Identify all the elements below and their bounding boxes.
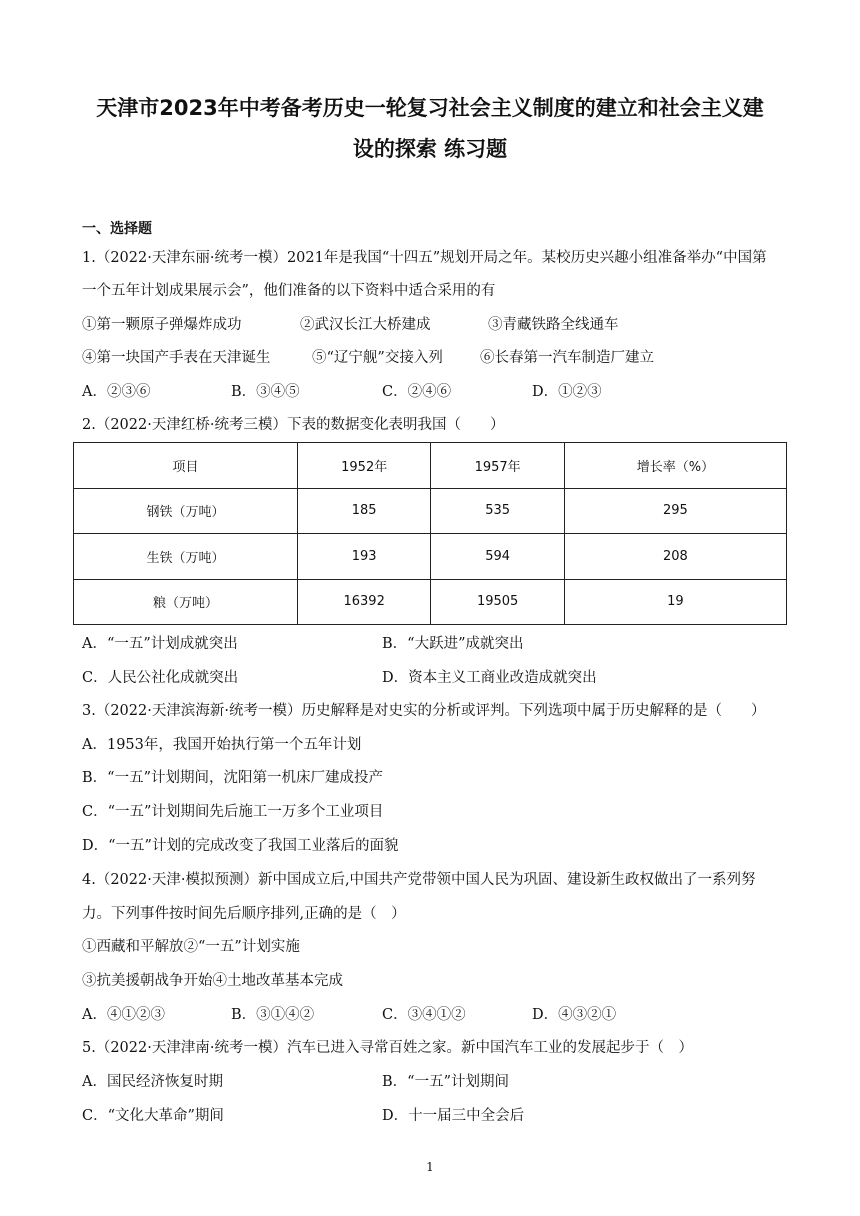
q2-option-a[interactable]: A．“一五”计划成就突出 [82,636,238,652]
q1-item: ⑥长春第一汽车制造厂建立 [480,350,654,366]
table-header-cell: 增长率（%） [564,443,786,489]
q1-item: ②武汉长江大桥建成 [300,317,431,333]
table-cell: 16392 [297,579,430,625]
q4-items-line2: ③抗美援朝战争开始④土地改革基本完成 [82,973,343,989]
q4-option-c[interactable]: C．③④①② [382,1007,466,1023]
q1-stem-line2: 一个五年计划成果展示会”，他们准备的以下资料中适合采用的有 [82,283,496,299]
q2-data-table [73,442,787,625]
q4-items-line1: ①西藏和平解放②“一五”计划实施 [82,939,300,955]
page-number: 1 [426,1160,434,1174]
q1-option-d[interactable]: D．①②③ [532,384,602,400]
table-header-row [74,443,787,489]
table-cell: 208 [564,534,786,580]
table-cell: 193 [297,534,430,580]
q1-stem-line1: 1.（2022·天津东丽·统考一模）2021年是我国“十四五”规划开局之年。某校历史兴趣小组准备举办“中国第 [82,250,767,266]
q5-option-c[interactable]: C．“文化大革命”期间 [82,1108,224,1124]
q1-item: ⑤“辽宁舰”交接入列 [312,350,443,366]
q4-option-d[interactable]: D．④③②① [532,1007,617,1023]
document-title-line2: 设的探索 练习题 [352,137,508,161]
table-cell: 535 [431,488,564,534]
q1-item: ①第一颗原子弹爆炸成功 [82,317,242,333]
q5-stem: 5.（2022·天津津南·统考一模）汽车已进入寻常百姓之家。新中国汽车工业的发展起步于（ ） [82,1040,693,1056]
table-cell: 185 [297,488,430,534]
q1-option-c[interactable]: C．②④⑥ [382,384,452,400]
q3-option-a[interactable]: A．1953年，我国开始执行第一个五年计划 [82,737,362,753]
table-cell: 粮（万吨） [74,579,298,625]
q2-option-c[interactable]: C．人民公社化成就突出 [82,670,239,686]
table-row [74,534,787,580]
document-title-line1: 天津市2023年中考备考历史一轮复习社会主义制度的建立和社会主义建 [96,96,764,120]
q2-option-b[interactable]: B．“大跃进”成就突出 [382,636,524,652]
q4-option-b[interactable]: B．③①④② [231,1007,315,1023]
q3-option-c[interactable]: C．“一五”计划期间先后施工一万多个工业项目 [82,804,384,820]
q1-item: ④第一块国产手表在天津诞生 [82,350,271,366]
q4-option-a[interactable]: A．④①②③ [82,1007,165,1023]
q5-option-a[interactable]: A．国民经济恢复时期 [82,1074,223,1090]
section-heading: 一、选择题 [82,221,152,237]
table-cell: 钢铁（万吨） [74,488,298,534]
q4-stem-line2: 力。下列事件按时间先后顺序排列,正确的是（ ） [82,906,406,922]
q1-option-a[interactable]: A．②③⑥ [82,384,151,400]
q3-stem: 3.（2022·天津滨海新·统考一模）历史解释是对史实的分析或评判。下列选项中属于历史解释的是（ ） [82,703,766,719]
q3-option-d[interactable]: D．“一五”计划的完成改变了我国工业落后的面貌 [82,838,399,854]
q5-option-d[interactable]: D．十一届三中全会后 [382,1108,525,1124]
table-cell: 295 [564,488,786,534]
table-cell: 19505 [431,579,564,625]
q5-option-b[interactable]: B．“一五”计划期间 [382,1074,509,1090]
table-cell: 19 [564,579,786,625]
q1-option-b[interactable]: B．③④⑤ [231,384,300,400]
q2-stem: 2.（2022·天津红桥·统考三模）下表的数据变化表明我国（ ） [82,417,505,433]
table-header-cell: 1952年 [297,443,430,489]
table-header-cell: 项目 [74,443,298,489]
table-cell: 594 [431,534,564,580]
q4-stem-line1: 4.（2022·天津·模拟预测）新中国成立后,中国共产党带领中国人民为巩固、建设新生政权做出了一系列努 [82,872,756,888]
table-cell: 生铁（万吨） [74,534,298,580]
table-header-cell: 1957年 [431,443,564,489]
q2-option-d[interactable]: D．资本主义工商业改造成就突出 [382,670,597,686]
table-row [74,579,787,625]
q3-option-b[interactable]: B．“一五”计划期间，沈阳第一机床厂建成投产 [82,770,383,786]
table-row [74,488,787,534]
q1-item: ③青藏铁路全线通车 [488,317,619,333]
